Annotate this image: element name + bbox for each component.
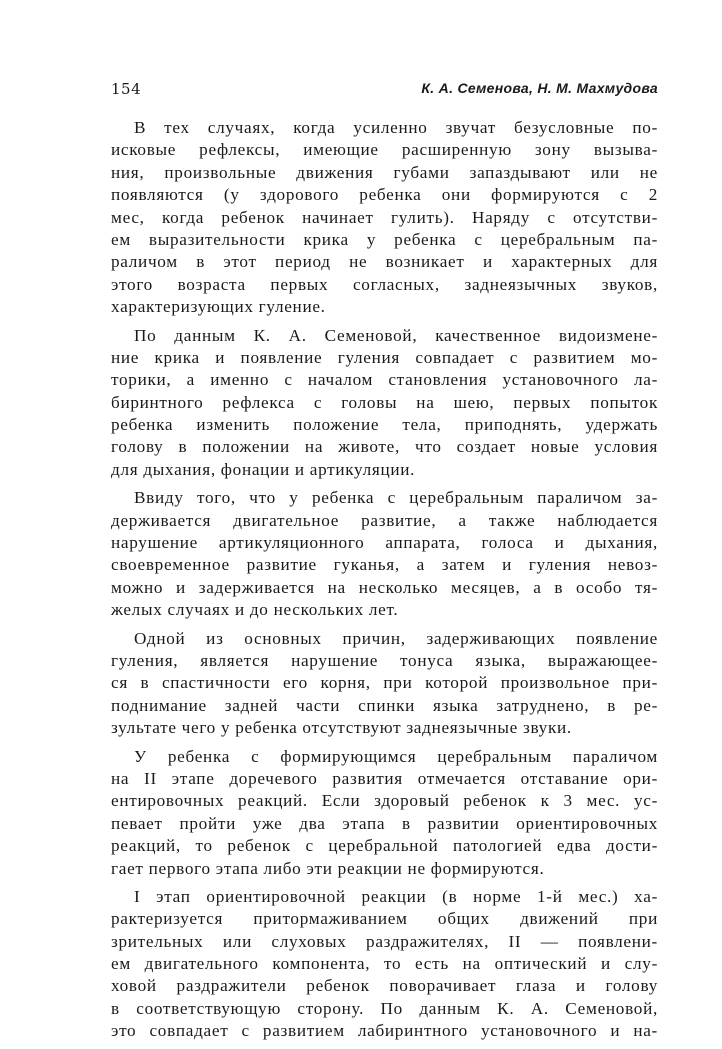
text-line: ние крика и появление гуления совпадает с развитием мо- [111, 347, 658, 367]
paragraph [111, 746, 658, 880]
text-line: Ввиду того, что у ребенка с церебральным параличом за- [134, 488, 658, 508]
body-text [111, 117, 658, 1049]
text-line: исковые рефлексы, имеющие расширенную зону вызыва- [111, 140, 658, 160]
text-line: это совпадает с развитием лабиринтного установочного и на- [111, 1021, 658, 1041]
text-line: гает первого этапа либо эти реакции не формируются. [111, 858, 545, 878]
running-head-authors: К. А. Семенова, Н. М. Махмудова [421, 80, 658, 96]
text-line: нарушение артикуляционного аппарата, голоса и дыхания, [111, 533, 658, 553]
page-header [111, 80, 658, 102]
paragraph [111, 628, 658, 740]
text-line: реакций, то ребенок с церебральной патологией едва дости- [111, 836, 658, 856]
paragraph [111, 117, 658, 319]
text-line: на II этапе доречевого развития отмечается отставание ори- [111, 768, 658, 788]
text-line: зультате чего у ребенка отсутствуют заднеязычные звуки. [111, 718, 572, 738]
text-line: в соответствующую сторону. По данным К. А. Семеновой, [111, 998, 658, 1018]
text-line: торики, а именно с началом становления установочного ла- [111, 370, 658, 390]
text-line: характеризующих гуление. [111, 297, 326, 317]
text-line: раличом в этот период не возникает и характерных для [111, 252, 658, 272]
text-line: ем двигательного компонента, то есть на оптический и слу- [111, 954, 658, 974]
text-line: ребенка изменить положение тела, приподнять, удержать [111, 415, 658, 435]
text-line: поднимание задней части спинки языка затруднено, в ре- [111, 695, 658, 715]
text-line: В тех случаях, когда усиленно звучат безусловные по- [134, 118, 658, 137]
text-line: ховой раздражители ребенок поворачивает глаза и голову [111, 976, 658, 996]
text-line: этого возраста первых согласных, заднеязычных звуков, [111, 274, 658, 294]
text-line: певает пройти уже два этапа в развитии ориентировочных [111, 813, 658, 833]
text-line: гуления, является нарушение тонуса языка, выражающее- [111, 650, 658, 670]
text-line: для дыхания, фонации и артикуляции. [111, 459, 416, 479]
text-line: зрительных или слуховых раздражителях, II — появлени- [111, 931, 658, 951]
text-line: ентировочных реакций. Если здоровый ребенок к 3 мес. ус- [111, 791, 658, 811]
text-line: ся в спастичности его корня, при которой произвольное при- [111, 673, 658, 693]
text-line: рактеризуется притормаживанием общих движений при [111, 909, 658, 929]
paragraph [111, 325, 658, 482]
text-line: I этап ориентировочной реакции (в норме 1-й мес.) ха- [134, 886, 658, 906]
text-line: По данным К. А. Семеновой, качественное видоизмене- [134, 325, 658, 345]
text-line: ем выразительности крика у ребенка с церебральным па- [111, 229, 658, 249]
page-number: 154 [111, 80, 142, 98]
paragraph [111, 886, 658, 1043]
text-line: своевременное развитие гуканья, а затем и гуления невоз- [111, 555, 658, 575]
text-line: биринтного рефлекса с головы на шею, первых попыток [111, 392, 658, 412]
text-line: можно и задерживается на несколько месяцев, а в особо тя- [111, 577, 658, 597]
text-line: голову в положении на животе, что создает новые условия [111, 437, 658, 457]
text-line: У ребенка с формирующимся церебральным параличом [134, 746, 658, 766]
text-line: желых случаях и до нескольких лет. [111, 600, 399, 620]
text-line: ния, произвольные движения губами запаздывают или не [111, 162, 658, 182]
text-line: Одной из основных причин, задерживающих появление [134, 628, 658, 648]
text-line: мес, когда ребенок начинает гулить). Наряду с отсутстви- [111, 207, 658, 227]
paragraph [111, 487, 658, 621]
text-line: появляются (у здорового ребенка они формируются с 2 [111, 185, 658, 205]
text-line: держивается двигательное развитие, а также наблюдается [111, 510, 658, 530]
